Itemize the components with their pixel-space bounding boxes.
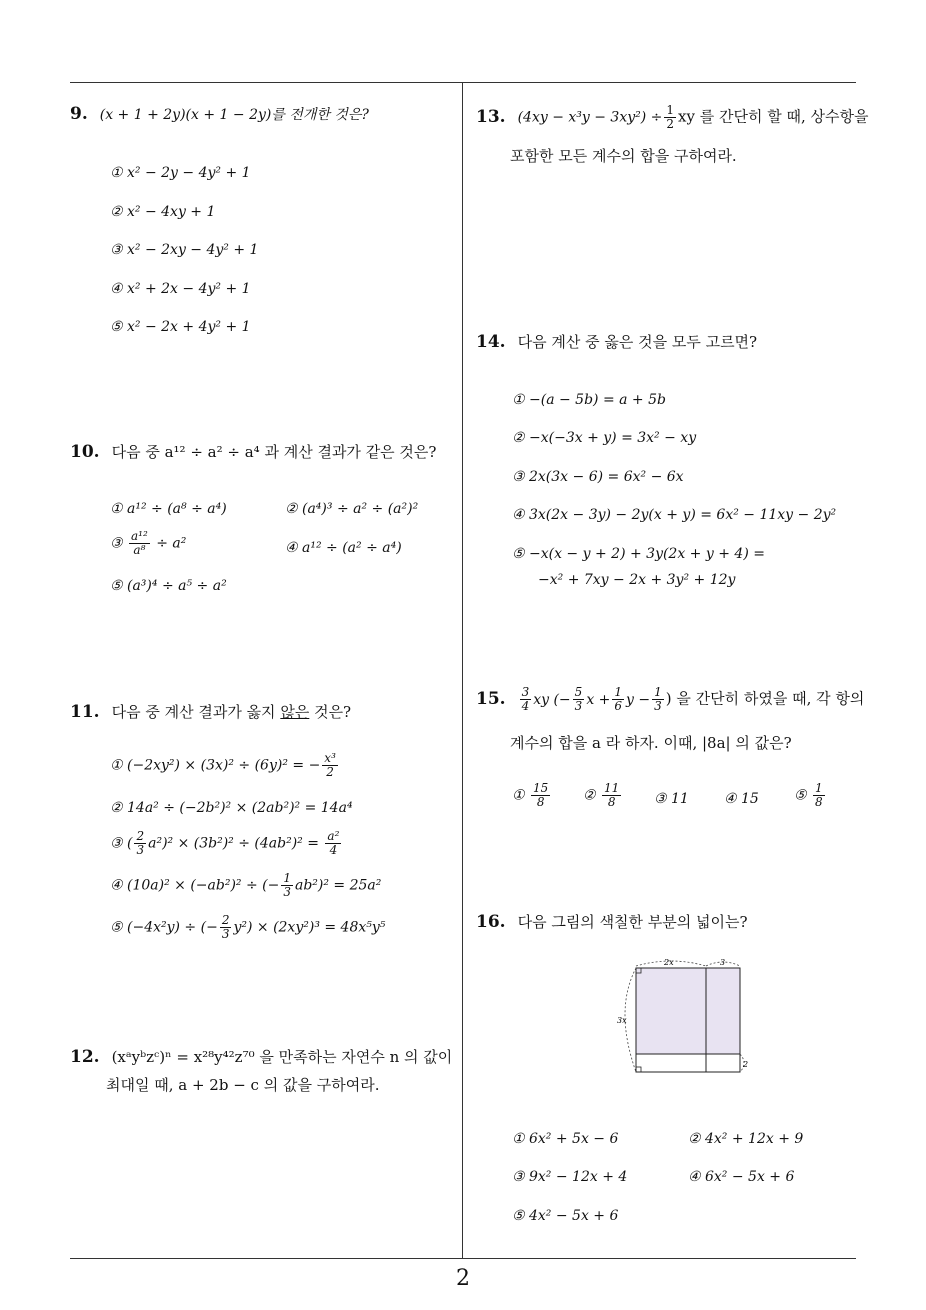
fraction: $\frac{3}{4}$ (521, 685, 530, 713)
question-number: 15. (476, 688, 506, 709)
question-number: 11. (70, 702, 100, 722)
option-marker: ③ (110, 535, 123, 552)
question-13-line-2: 포함한 모든 계수의 합을 구하여라. (510, 147, 737, 165)
q16-option-2[interactable]: ② 4x² + 12x + 9 (688, 1131, 804, 1147)
option-marker: ① (512, 787, 525, 804)
option-text: ① (−2xy²) × (3x)² ÷ (6y)² = − (110, 757, 321, 774)
question-line-1: (xᵃyᵇzᶜ)ⁿ = x²⁸y⁴²z⁷⁰ 을 만족하는 자연수 n 의 값이 (111, 1048, 453, 1066)
option-text-end: y²) × (2xy²)³ = 48x⁵y⁵ (233, 919, 386, 936)
page-number: 2 (456, 1266, 470, 1291)
q14-option-3[interactable]: ③ 2x(3x − 6) = 6x² − 6x (512, 469, 684, 485)
label-3: 3 (720, 958, 726, 967)
q16-option-1[interactable]: ① 6x² + 5x − 6 (512, 1131, 619, 1147)
q15-option-5[interactable] (794, 782, 827, 809)
fraction: $\frac{1}{3}$ (283, 871, 291, 899)
q16-option-4[interactable]: ④ 6x² − 5x + 6 (688, 1169, 795, 1185)
q16-option-5[interactable]: ⑤ 4x² − 5x + 6 (512, 1208, 619, 1224)
question-10 (70, 442, 436, 462)
question-number: 16. (476, 912, 506, 932)
q9-option-2[interactable]: ② x² − 4xy + 1 (110, 204, 216, 220)
q14-option-2[interactable]: ② −x(−3x + y) = 3x² − xy (512, 430, 697, 446)
label-2x: 2x (664, 958, 674, 967)
fraction: $\frac{2}{3}$ (136, 829, 145, 857)
option-text: ③ ( (110, 835, 133, 852)
question-number: 13. (476, 106, 506, 127)
question-stem: 다음 중 계산 결과가 옳지 (111, 703, 281, 721)
question-number: 14. (476, 332, 506, 352)
expression: $\frac{3}{4}$ xy (− $\frac{5}{3}$ x + $\frac{1}{6}$ y − $\frac{1}{3}$ (521, 685, 662, 713)
label-2: 2 (743, 1060, 749, 1069)
fraction: $\frac{1}{2}$ (666, 103, 675, 131)
bottom-rule (70, 1258, 856, 1259)
q14-option-4[interactable]: ④ 3x(2x − 3y) − 2y(x + y) = 6x² − 11xy − 2y² (512, 507, 837, 523)
question-16 (476, 912, 748, 932)
question-line-1-end: xy 를 간단히 할 때, 상수항을 (678, 107, 869, 126)
q10-option-5[interactable]: ⑤ (a³)⁴ ÷ a⁵ ÷ a² (110, 578, 227, 594)
fraction: $\frac{1}{6}$ (614, 685, 623, 713)
q9-option-1[interactable]: ① x² − 2y − 4y² + 1 (110, 165, 251, 181)
q11-option-4[interactable] (110, 872, 381, 899)
question-13 (476, 104, 869, 131)
question-line-1-end: ) 을 간단히 하였을 때, 각 항의 (665, 689, 865, 708)
q11-option-2[interactable]: ② 14a² ÷ (−2b²)² × (2ab²)² = 14a⁴ (110, 800, 353, 816)
q14-option-5[interactable]: ⑤ −x(x − y + 2) + 3y(2x + y + 4) = (512, 546, 765, 562)
question-9 (70, 104, 369, 125)
fraction: $\frac{5}{3}$ (574, 685, 583, 713)
question-stem: 다음 중 a¹² ÷ a² ÷ a⁴ 과 계산 결과가 같은 것은? (111, 443, 437, 461)
q10-option-4[interactable]: ④ a¹² ÷ (a² ÷ a⁴) (285, 540, 402, 556)
right-angle-mark (636, 1067, 641, 1072)
q15-option-3[interactable]: ③ 11 (654, 791, 689, 807)
question-stem: 다음 그림의 색칠한 부분의 넓이는? (517, 913, 748, 931)
option-marker: ⑤ (794, 787, 807, 804)
q10-option-3[interactable] (110, 530, 186, 557)
column-divider (462, 83, 463, 1259)
fraction: $\frac{\text{a²}}{4}$ (327, 829, 340, 857)
brace-3x (625, 968, 636, 1072)
q11-option-3[interactable] (110, 830, 343, 857)
q9-option-5[interactable]: ⑤ x² − 2x + 4y² + 1 (110, 319, 251, 335)
option-text-mid: a²)² × (3b²)² ÷ (4ab²)² = (148, 835, 319, 852)
q11-option-1[interactable] (110, 752, 340, 779)
question-14 (476, 332, 757, 352)
q14-option-5-cont: −x² + 7xy − 2x + 3y² + 12y (538, 572, 736, 588)
fraction: $\frac{15}{8}$ (533, 781, 549, 809)
q15-option-2[interactable] (583, 782, 623, 809)
underlined-word: 않은 (280, 703, 310, 721)
question-stem: (x + 1 + 2y)(x + 1 − 2y)를 전개한 것은? (99, 107, 369, 123)
q14-option-1[interactable]: ① −(a − 5b) = a + 5b (512, 392, 666, 408)
area-figure (606, 950, 756, 1080)
q15-option-4[interactable]: ④ 15 (724, 791, 759, 807)
q9-option-4[interactable]: ④ x² + 2x − 4y² + 1 (110, 281, 251, 297)
fraction: $\frac{1}{8}$ (815, 781, 823, 809)
question-stem-end: 것은? (309, 703, 352, 721)
q10-option-2[interactable]: ② (a⁴)³ ÷ a² ÷ (a²)² (285, 501, 419, 517)
question-11 (70, 702, 351, 722)
fraction: $\frac{1}{3}$ (654, 685, 662, 713)
q15-option-1[interactable] (512, 782, 552, 809)
option-text: ⑤ (−4x²y) ÷ (− (110, 919, 218, 936)
option-tail: ÷ a² (156, 535, 187, 552)
question-number: 10. (70, 442, 100, 462)
question-12 (70, 1047, 452, 1067)
option-marker: ② (583, 787, 596, 804)
question-15 (476, 686, 864, 713)
question-12-line-2: 최대일 때, a + 2b − c 의 값을 구하여라. (106, 1076, 380, 1094)
question-15-line-2: 계수의 합을 a 라 하자. 이때, |8a| 의 값은? (510, 734, 792, 752)
question-number: 12. (70, 1047, 100, 1067)
top-rule (70, 82, 856, 83)
option-text: ④ (10a)² × (−ab²)² ÷ (− (110, 877, 280, 894)
option-text-end: ab²)² = 25a² (294, 877, 382, 894)
q10-option-1[interactable]: ① a¹² ÷ (a⁸ ÷ a⁴) (110, 501, 227, 517)
fraction: $\frac{\text{a¹²}}{\text{a⁸}}$ (131, 529, 148, 557)
fraction: $\frac{\text{x³}}{2}$ (324, 751, 336, 779)
fraction: $\frac{2}{3}$ (221, 913, 230, 941)
question-stem: 다음 계산 중 옳은 것을 모두 고르면? (517, 333, 758, 351)
q9-option-3[interactable]: ③ x² − 2xy − 4y² + 1 (110, 242, 259, 258)
fraction: $\frac{11}{8}$ (604, 781, 620, 809)
question-line-1: (4xy − x³y − 3xy²) ÷ (517, 109, 663, 126)
q16-option-3[interactable]: ③ 9x² − 12x + 4 (512, 1169, 628, 1185)
label-3x: 3x (617, 1016, 627, 1025)
shaded-region (636, 968, 740, 1054)
question-number: 9. (70, 104, 88, 124)
q11-option-5[interactable] (110, 914, 385, 941)
